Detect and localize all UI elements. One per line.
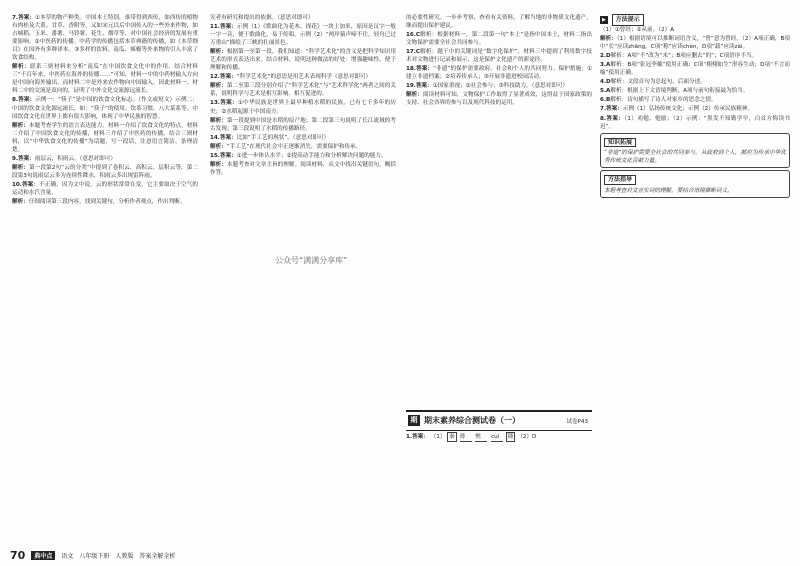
answer-number: 13.答案： — [210, 100, 238, 107]
answer-paragraph — [600, 78, 790, 86]
answer-number: 解析： — [12, 199, 29, 206]
answer-paragraph — [600, 35, 790, 51]
answer-paragraph — [406, 91, 592, 107]
brand-logo: 典中点 — [31, 551, 55, 560]
footer-series: 语文 — [61, 552, 74, 560]
tip-box-text: “非遗”的保护需要全社会的共同参与，从政府到个人，都应为传承中华优秀传统文化贡献力量。 — [604, 150, 786, 165]
tip-box-method — [600, 170, 790, 198]
pinyin-box: 隆 — [506, 432, 516, 442]
answer-text: 示例一：“筷子”是中国的饮食文化标志。（作文或短文）示例二：中国的饮食文化源远流长，如：“筷子”的使用、饮茶习惯、八大菜系等。中国饮食文化在世界上都有很大影响，体现了中华民族的智慧。 — [12, 97, 198, 120]
pinyin-box: cuì — [491, 433, 503, 442]
answer-text: 解析：根据材料一，第二段第一句“本土”是指中国本土，材料二指出文物保护需要全社会共同参与。 — [406, 32, 592, 47]
answer-number: 8.答案： — [600, 115, 625, 122]
answer-text: 仔细阅读第三段内容，找到关键句，分析作者观点，作出判断。 — [28, 199, 186, 206]
answer-number: 解析： — [406, 92, 423, 99]
answer-paragraph — [210, 23, 396, 47]
watermark-text: 公众号“满满分享库” — [275, 256, 348, 265]
answer-text: 阅读材料可知，文物保护工作取得了显著成效，这得益于国家政策的支持、社会各界的参与以及现代科技的运用。 — [406, 92, 592, 107]
answer-text: （1）根据语境可以推断词语含义，“曾”意为曾经。（2）A项正确，B项中“长”应读zhǎng，C项“称”应读chèn，D项“载”应读zài。 — [600, 36, 790, 51]
answer-text: 第一段第2句“云的分类”中提到了卷积云、高积云、层积云等，第二段第3句说雨层云多为连续性降水，积雨云多出现雷阵雨。 — [12, 164, 198, 179]
answer-text: 根据第一至第一段，我们知道：“科学艺术化”的含义是把科学知识用艺术的形式表达出来。结合材料，说明这种做法的好处：增强趣味性、便于理解和传播。 — [210, 49, 396, 72]
answer-number: 11.答案： — [210, 24, 237, 31]
answer-number: 解析： — [210, 143, 227, 150]
page-number: 70 — [10, 548, 26, 562]
answer-number: 3.A — [600, 62, 611, 69]
answer-number: 解析： — [600, 36, 617, 43]
answer-paragraph — [406, 48, 592, 64]
answer-paragraph — [600, 26, 790, 34]
exam-icon: 期 — [408, 415, 420, 426]
answer-number: 5.A — [600, 88, 611, 95]
answer-text: ①进一步体认水平；②提高动手能力和分析解决问题的能力。 — [236, 152, 387, 159]
answer-paragraph — [12, 155, 198, 163]
answer-paragraph — [600, 61, 790, 77]
answer-paragraph — [12, 122, 198, 154]
tip-box-knowledge — [600, 133, 790, 169]
answer-paragraph — [600, 52, 790, 60]
answer-text: “手工艺”在现代社会中正逐渐消失，需要保护和传承。 — [226, 143, 362, 150]
answer-paragraph — [210, 117, 396, 133]
answer-paragraph — [12, 164, 198, 180]
answer-number: 解析： — [210, 49, 227, 56]
answer-number: 14.答案： — [210, 134, 237, 141]
pinyin-box: 秦 — [447, 432, 457, 442]
answer-number: 解析： — [12, 122, 29, 129]
exam-q1-text: （1） — [430, 434, 446, 440]
answer-text: 解析：诗句描写了诗人对家乡的思念之情。 — [610, 97, 717, 104]
exam-page-ref: 试卷P43 — [566, 419, 588, 425]
footer-grade: 八年级下册 — [79, 552, 110, 560]
answer-paragraph — [406, 14, 592, 30]
pinyin-box: 憔 — [475, 433, 487, 442]
answer-text: 联系三则材料来分析“南瓜”在中国饮食文化中的作用。结合材料三“千百年来，中医药在海外的传播……”可知，材料一中的中药材输入方向是中国向海外输出，而材料二中是外来农作物向中国输入。因此材料一、材料二中的交流是双向的，证明了中外文化交流源远流长。 — [12, 64, 198, 95]
exam-title: 期末素养综合测试卷（一） — [424, 416, 520, 425]
answer-text: 雨层云，积雨云。（意思对即可） — [34, 155, 116, 162]
tip-box-text: 本题考查对文言实词的理解，要结合语境推断词义。 — [604, 187, 733, 194]
answer-text: 究者有研究和提出的依据。（意思对即可） — [210, 15, 314, 21]
answer-number: 解析： — [12, 164, 30, 171]
answer-number: 10.答案： — [12, 181, 40, 188]
column-4 — [600, 14, 790, 534]
answer-text: 不正确。因为文中说，云的形状常常在变，它主要取决于空气的运动和水汽含量。 — [12, 181, 198, 196]
answer-text: ①本草的物产种类。中国本土特别，谁带得到西传，如西传的植物有肉桂及大黄、甘草、香附等。又如宋元以后中国传入的一些外来作物，如占城稻、玉米、番薯、马铃薯、花生、烟草等，对中国社会经济的发展有重要影响。②中医药的传播。中药学的传播包括本草典籍的传播，如《本草纲目》在国外有多种译本。③多样的饮料。南瓜、辣椒等外来物的引入丰富了饮食结构。 — [12, 15, 198, 62]
answer-text: 第二至第三段分别介绍了“科学艺术化”与“艺术科学化”两者之间的关系，说明科学与艺术是相互影响、相互促进的。 — [210, 83, 396, 98]
exam-header — [406, 410, 592, 431]
answer-number: 16.C — [406, 32, 421, 39]
answer-number: 4.D — [600, 79, 611, 86]
answer-text: 解析：文段首句为总起句，后面分述。 — [610, 79, 706, 86]
answer-text: 本题考查学生的语言表达能力。材料一介绍了饮食文化的特点，材料二介绍了中国饮食文化的传播，材料三介绍了中医药的传播。结合三则材料，以“中华饮食文化的传播”为话题，写一段话，注意语言简洁、条理清楚。 — [12, 122, 198, 153]
answer-number: 7.答案： — [12, 15, 35, 21]
answer-paragraph — [600, 87, 790, 95]
answer-number: 19.答案： — [406, 83, 433, 90]
column-2 — [210, 14, 396, 534]
answer-text: （1）①曾经；②从前。（2）A — [600, 27, 675, 34]
answer-text: 示例（1）弘扬传统文化；示例（2）传承民族精神。 — [622, 106, 753, 113]
answer-paragraph — [210, 73, 396, 81]
answer-paragraph — [210, 161, 396, 177]
answer-text: “非遗”的保护需要政府、社会和个人的共同努力。保护措施：①建立非遗档案；②培养传承人；③开展非遗进校园活动。 — [406, 66, 592, 81]
answer-paragraph — [600, 96, 790, 104]
tip-box-title: 方法指导 — [604, 175, 636, 185]
answer-paragraph — [12, 63, 198, 95]
answer-text: ①中华民族是世界上最早种植水稻的民族，已有七千多年的历史；②水稻起源于中国南方。 — [210, 100, 396, 115]
answer-paragraph — [12, 96, 198, 120]
exam-q1-label: 1.答案： — [406, 434, 429, 440]
answer-number: 解析： — [12, 64, 30, 71]
answer-text: 解析：B项“张冠李戴”使用正确；C项“栩栩如生”形容生动；D项“不言而喻”使用正确。 — [600, 62, 790, 77]
answer-paragraph — [12, 14, 198, 62]
answer-paragraph — [210, 82, 396, 98]
answer-paragraph — [406, 82, 592, 90]
answer-number: 解析： — [210, 117, 227, 124]
answer-text: 解析：题干中的关键词是“数字化保护”，材料三中提到了利用数字技术对文物进行记录和展示，这是保护文化遗产的新途径。 — [406, 49, 592, 64]
answer-text: ①国家重视；②社会参与；③科技助力。（意思对即可） — [432, 83, 569, 90]
answer-paragraph — [210, 152, 396, 160]
tip-box-title: 知识拓展 — [604, 138, 636, 148]
side-card-title: 方法提示 — [612, 14, 644, 26]
answer-paragraph — [210, 143, 396, 151]
answer-text: 的必要性研究。一步步考察，查看有关资料，了解当地的非物质文化遗产，继而提出保护建议。 — [406, 15, 592, 30]
pinyin-box: 薄 — [460, 433, 472, 442]
answer-paragraph — [210, 48, 396, 72]
answer-paragraph — [406, 31, 592, 47]
side-tag-icon: ▶ — [602, 17, 606, 23]
answer-paragraph — [12, 181, 198, 197]
answer-number: 9.答案： — [12, 155, 35, 162]
answer-paragraph — [406, 65, 592, 81]
answer-text: 解析：根据上下文语境判断，A项与前句衔接最为恰当。 — [610, 88, 749, 95]
answer-paragraph — [600, 115, 790, 131]
column-3 — [406, 14, 592, 402]
answer-number: 2.D — [600, 53, 611, 60]
answer-number: 12.答案： — [210, 74, 237, 81]
answer-paragraph — [12, 198, 198, 206]
answer-paragraph — [210, 99, 396, 115]
answer-number: 6.B — [600, 97, 611, 104]
footer-tail: 答案全解全析 — [139, 552, 176, 560]
exam-q1-rest: （2）D — [517, 434, 537, 440]
answer-text: 第一段提到中国是水稻的原产地；第二段第三句说明了长江流域的考古发现；第三段说明了水稻的传播路径。 — [210, 117, 396, 132]
answer-paragraph — [600, 105, 790, 113]
exam-body — [406, 432, 592, 442]
answer-number: 解析： — [210, 161, 227, 168]
answer-text: 本题考查对文章主旨的理解。阅读材料，从文中找出关键语句，概括作答。 — [210, 161, 396, 176]
answer-paragraph — [210, 14, 396, 22]
answer-text: 示例（1）《歌曲化为花木、探花》一块土加米，原因是汉字一般一字一音，便于歌曲化，易于传唱。示例（2）“两岸猿声啼不住，轻舟已过万重山”描绘了三峡的壮丽景色。 — [210, 24, 396, 47]
answer-number: 15.答案： — [210, 152, 237, 159]
footer-edition: 人教版 — [115, 552, 134, 560]
answer-text: 解析：A项“不”改为“未”；B项应删去“的”；C项语序不当。 — [610, 53, 758, 60]
answer-text: （1）劝勉、勉励；（2）示例：“黑发不知勤学早，白首方悔读书迟”。 — [600, 115, 790, 130]
answer-text: 比如“手工艺的现状”。（意思对即可） — [236, 134, 330, 141]
side-card — [600, 14, 790, 26]
column-1 — [12, 14, 198, 534]
page-footer — [10, 548, 790, 562]
answer-number: 解析： — [210, 83, 227, 90]
answer-paragraph — [210, 134, 396, 142]
answer-number: 8.答案： — [12, 97, 36, 104]
answer-number: 17.C — [406, 49, 421, 56]
answer-number: 7.答案： — [600, 106, 623, 113]
answer-text: “科学艺术化”的意思是用艺术表现科学（意思对即可） — [236, 74, 372, 81]
answer-number: 18.答案： — [406, 66, 434, 73]
